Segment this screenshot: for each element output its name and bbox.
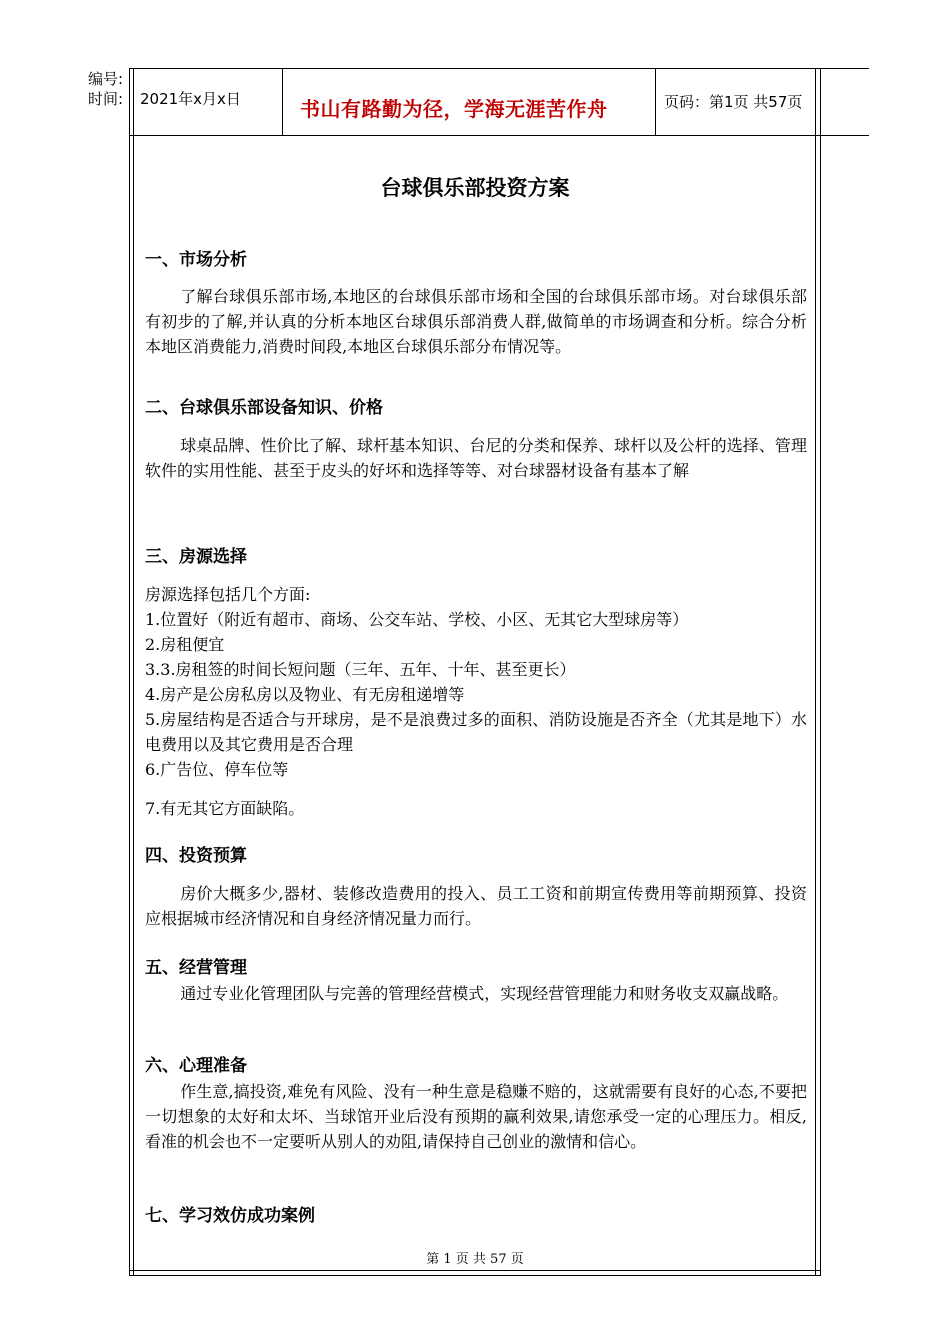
list-item: 2.房租便宜 (145, 635, 225, 654)
section-heading-2: 二、台球俱乐部设备知识、价格 (145, 398, 383, 418)
header-top-rule (129, 68, 869, 69)
section-paragraph-4: 房价大概多少,器材、装修改造费用的投入、员工工资和前期宣传费用等前期预算、投资应根据城市经济情况和自身经济情况量力而行。 (145, 884, 807, 928)
number-label: 编号: (88, 70, 124, 88)
list-item: 1.位置好（附近有超市、商场、公交车站、学校、小区、无其它大型球房等） (145, 610, 689, 629)
page-footer: 第 1 页 共 57 页 (426, 1252, 524, 1267)
section-paragraph-2: 球桌品牌、性价比了解、球杆基本知识、台尼的分类和保养、球杆以及公杆的选择、管理软件的实用性能、甚至于皮头的好坏和选择等等、对台球器材设备有基本了解 (145, 436, 807, 480)
header-page-info: 页码：第1页 共57页 (664, 93, 803, 111)
frame-left-outer (129, 68, 130, 1276)
frame-left-inner (133, 68, 134, 1276)
section-heading-3: 三、房源选择 (145, 547, 247, 567)
header-divider-right (655, 68, 656, 135)
header-motto: 书山有路勤为径，学海无涯苦作舟 (300, 97, 608, 121)
section-heading-5: 五、经营管理 (145, 958, 247, 978)
section-paragraph-5: 通过专业化管理团队与完善的管理经营模式，实现经营管理能力和财务收支双赢战略。 (180, 984, 789, 1003)
section-heading-4: 四、投资预算 (145, 846, 247, 866)
frame-bottom-outer (129, 1275, 821, 1276)
list-item: 4.房产是公房私房以及物业、有无房租递增等 (145, 685, 465, 704)
header-divider-left (282, 68, 283, 135)
housing-intro: 房源选择包括几个方面: (145, 585, 311, 604)
list-item: 6.广告位、停车位等 (145, 760, 289, 779)
time-label: 时间: (88, 90, 124, 108)
list-item: 5.房屋结构是否适合与开球房，是不是浪费过多的面积、消防设施是否齐全（尤其是地下）水电费用以及其它费用是否合理 (145, 710, 807, 754)
section-paragraph-1: 了解台球俱乐部市场,本地区的台球俱乐部市场和全国的台球俱乐部市场。对台球俱乐部有初步的了解,并认真的分析本地区台球俱乐部消费人群,做简单的市场调查和分析。综合分析本地区消费能力,消费时间段,本地区台球俱乐部分布情况等。 (145, 287, 807, 356)
section-heading-7: 七、学习效仿成功案例 (145, 1206, 315, 1226)
housing-last-item: 7.有无其它方面缺陷。 (145, 799, 305, 818)
header-bottom-rule (129, 135, 869, 136)
frame-right-outer (820, 68, 821, 1276)
list-item: 3.3.房租签的时间长短问题（三年、五年、十年、甚至更长） (145, 660, 576, 679)
section-paragraph-6: 作生意,搞投资,难免有风险、没有一种生意是稳赚不赔的，这就需要有良好的心态,不要把一切想象的太好和太坏、当球馆开业后没有预期的赢利效果,请您承受一定的心理压力。相反,看准的机会也不一定要听从别人的劝阻,请保持自己创业的激情和信心。 (145, 1082, 807, 1151)
header-date: 2021年x月x日 (140, 90, 241, 108)
frame-bottom-inner (129, 1270, 821, 1271)
section-heading-6: 六、心理准备 (145, 1056, 247, 1076)
frame-right-inner (815, 68, 816, 1276)
housing-list (145, 582, 807, 782)
document-title: 台球俱乐部投资方案 (380, 176, 570, 200)
section-heading-1: 一、市场分析 (145, 250, 247, 270)
